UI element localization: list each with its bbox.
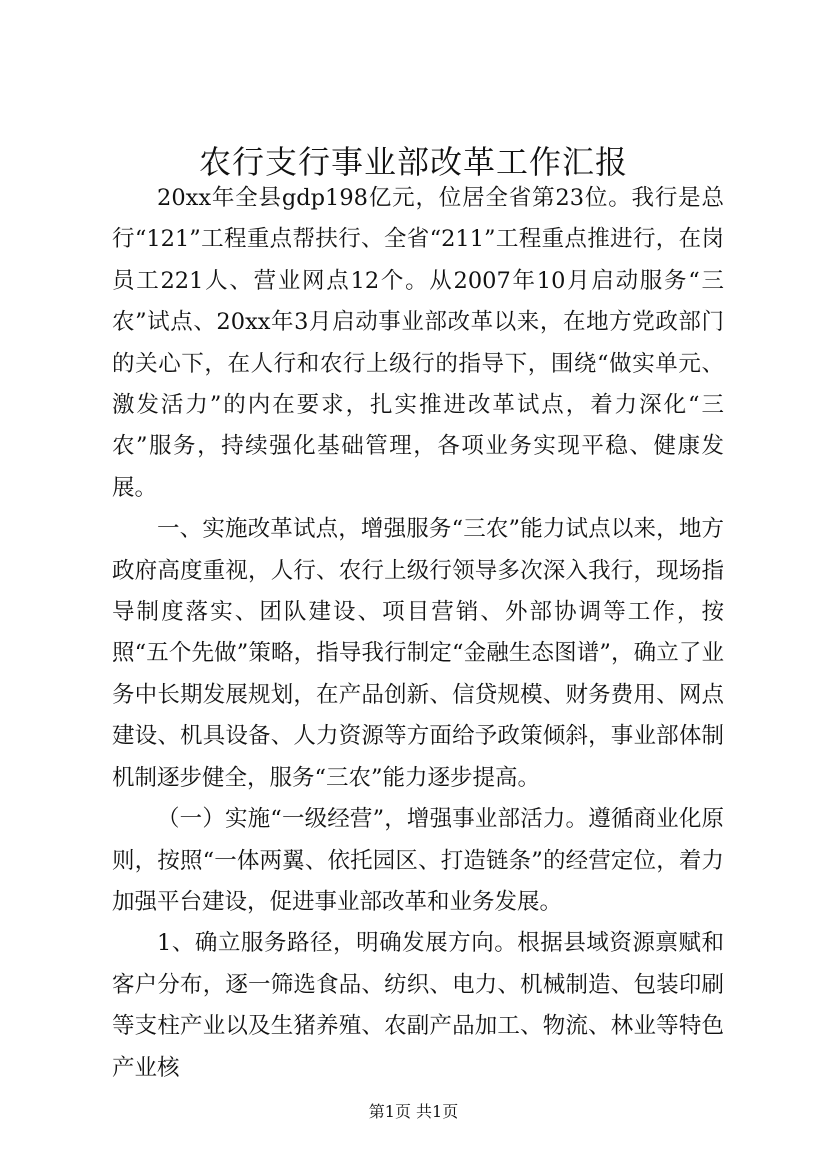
- paragraph-intro: 20xx年全县gdp198亿元，位居全省第23位。我行是总行“121”工程重点帮扶行、全省“211”工程重点推进行，在岗员工221人、营业网点12个。从2007年10月启动服务“三农”试点、20xx年3月启动事业部改革以来，在地方党政部门的关心下，在人行和农行上级行的指导下，围绕“做实单元、激发活力”的内在要求，扎实推进改革试点，着力深化“三农”服务，持续强化基础管理，各项业务实现平稳、健康发展。: [112, 185, 724, 501]
- paragraph-subsection-one: （一）实施“一级经营”，增强事业部活力。遵循商业化原则，按照“一体两翼、依托园区、打造链条”的经营定位，着力加强平台建设，促进事业部改革和业务发展。: [112, 806, 724, 915]
- paragraph-item-one: 1、确立服务路径，明确发展方向。根据县域资源禀赋和客户分布，逐一筛选食品、纺织、电力、机械制造、包装印刷等支柱产业以及生猪养殖、农副产品加工、物流、林业等特色产业核: [112, 930, 724, 1081]
- page-number-footer: 第1页 共1页: [368, 1102, 459, 1121]
- paragraph-section-one: 一、实施改革试点，增强服务“三农”能力试点以来，地方政府高度重视，人行、农行上级行领导多次深入我行，现场指导制度落实、团队建设、项目营销、外部协调等工作，按照“五个先做”策略，指导我行制定“金融生态图谱”，确立了业务中长期发展规划，在产品创新、信贷规模、财务费用、网点建设、机具设备、人力资源等方面给予政策倾斜，事业部体制机制逐步健全，服务“三农”能力逐步提高。: [112, 516, 724, 791]
- document-body: [112, 178, 724, 1089]
- document-title: 农行支行事业部改革工作汇报: [198, 143, 628, 181]
